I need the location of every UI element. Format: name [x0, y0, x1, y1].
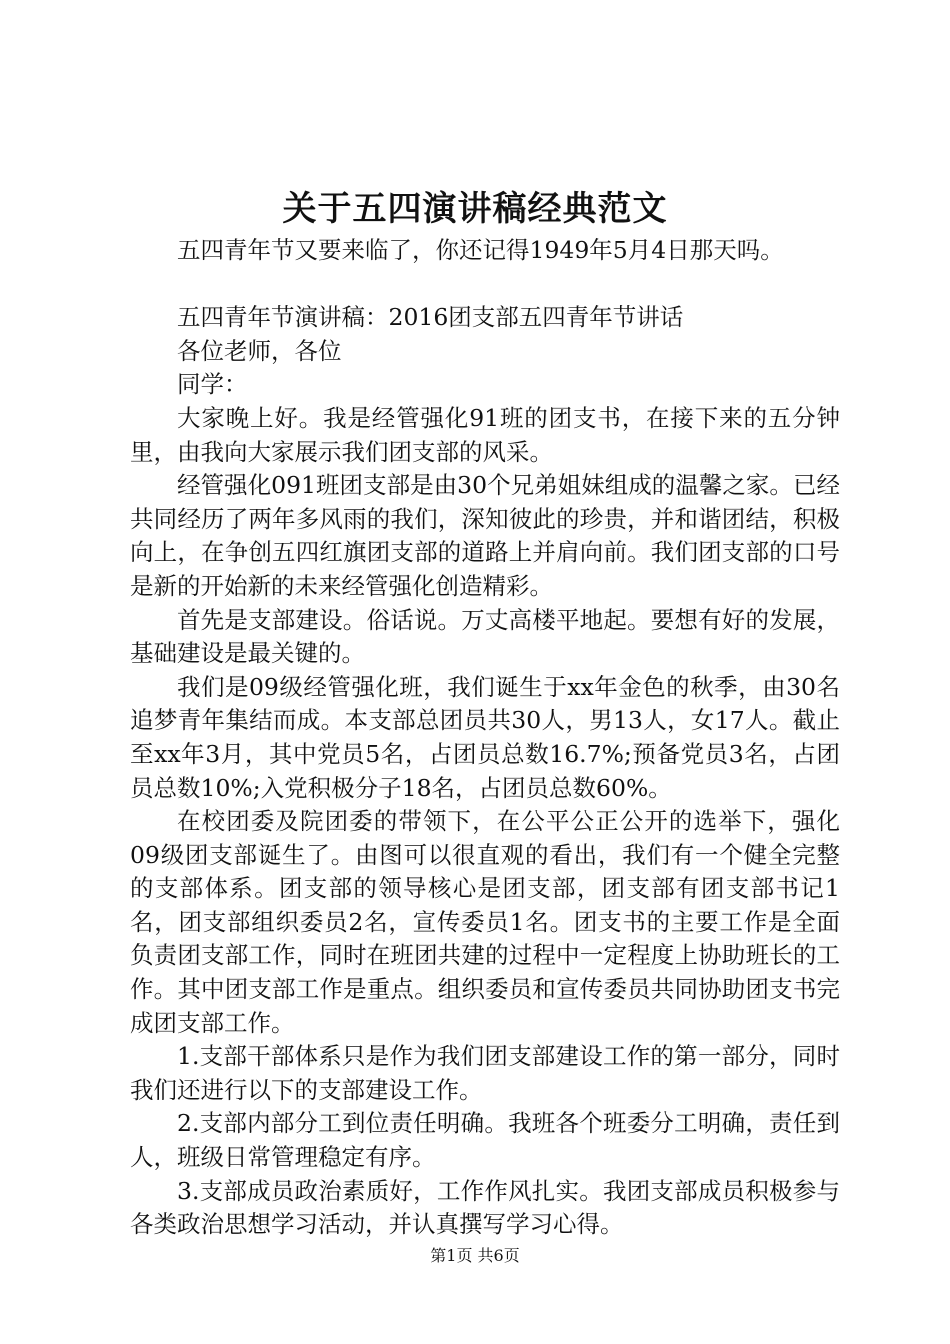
paragraph-gap — [130, 268, 840, 302]
intro-paragraph: 五四青年节又要来临了，你还记得1949年5月4日那天吗。 — [177, 236, 784, 264]
body-paragraph: 经管强化091班团支部是由30个兄弟姐妹组成的温馨之家。已经共同经历了两年多风雨的我们，深知彼此的珍贵，并和谐团结，积极向上，在争创五四红旗团支部的道路上并肩向前。我们团支部的口号是新的开始新的未来经管强化创造精彩。 — [130, 471, 840, 600]
speech-heading: 五四青年节演讲稿：2016团支部五四青年节讲话 — [177, 303, 684, 332]
document-title: 关于五四演讲稿经典范文 — [282, 189, 668, 229]
list-item: 2.支部内部分工到位责任明确。我班各个班委分工明确，责任到人，班级日常管理稳定有序。 — [130, 1109, 840, 1172]
salutation-line: 各位老师，各位 — [177, 336, 342, 365]
list-item: 1.支部干部体系只是作为我们团支部建设工作的第一部分，同时我们还进行以下的支部建设工作。 — [130, 1042, 840, 1104]
body-paragraph: 大家晚上好。我是经管强化91班的团支书，在接下来的五分钟里，由我向大家展示我们团支部的风采。 — [130, 403, 840, 466]
page-footer: 第1页 共6页 — [430, 1246, 520, 1265]
body-paragraph: 我们是09级经管强化班，我们诞生于xx年金色的秋季，由30名追梦青年集结而成。本支部总团员共30人，男13人，女17人。截止至xx年3月，其中党员5名，占团员总数16.7%;预备党员3名，占团员总数10%;入党积极分子18名，占团员总数60%。 — [130, 672, 840, 802]
salutation-line-2: 同学： — [177, 370, 248, 399]
body-paragraph: 首先是支部建设。俗话说。万丈高楼平地起。要想有好的发展，基础建设是最关键的。 — [130, 605, 840, 668]
body-paragraph: 在校团委及院团委的带领下，在公平公正公开的选举下，强化09级团支部诞生了。由图可以很直观的看出，我们有一个健全完整的支部体系。团支部的领导核心是团支部，团支部有团支部书记1名，团支部组织委员2名，宣传委员1名。团支书的主要工作是全面负责团支部工作，同时在班团共建的过程中一定程度上协助班长的工作。其中团支部工作是重点。组织委员和宣传委员共同协助团支书完成团支部工作。 — [130, 807, 840, 1037]
document-body — [130, 234, 840, 1242]
list-item: 3.支部成员政治素质好，工作作风扎实。我团支部成员积极参与各类政治思想学习活动，并认真撰写学习心得。 — [130, 1176, 840, 1239]
